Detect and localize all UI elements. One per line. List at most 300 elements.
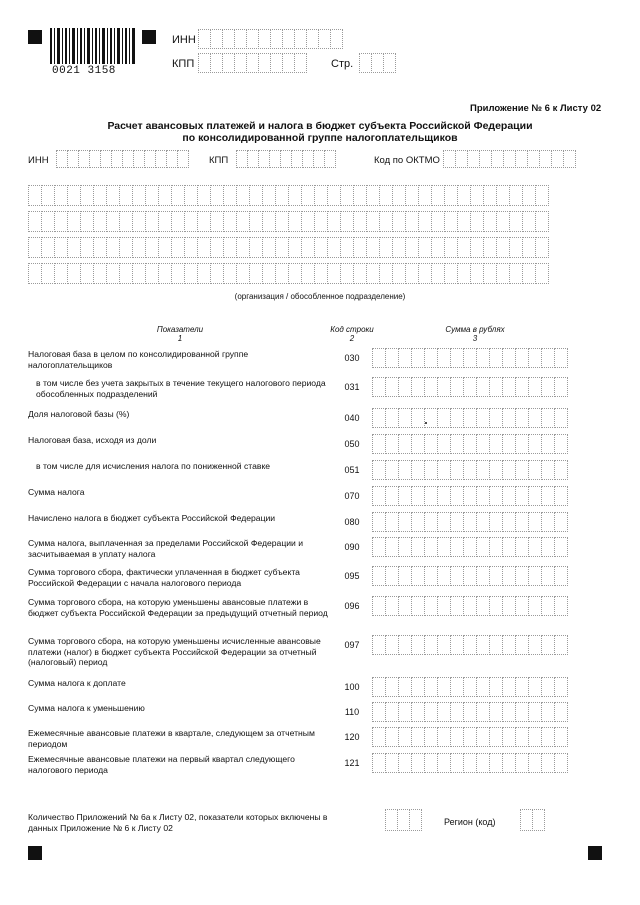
- input-cell[interactable]: [197, 263, 211, 284]
- row-value-field-095[interactable]: [372, 566, 568, 586]
- input-cell[interactable]: [424, 677, 438, 697]
- input-cell[interactable]: [314, 211, 328, 232]
- input-cell[interactable]: [502, 377, 516, 397]
- input-cell[interactable]: [424, 566, 438, 586]
- input-cell[interactable]: [554, 753, 568, 773]
- input-cell[interactable]: [450, 512, 464, 532]
- input-cell[interactable]: [496, 263, 510, 284]
- input-cell[interactable]: [372, 460, 386, 480]
- input-cell[interactable]: [554, 434, 568, 454]
- input-cell[interactable]: [106, 237, 120, 258]
- input-cell[interactable]: [496, 237, 510, 258]
- input-cell[interactable]: [366, 237, 380, 258]
- input-cell[interactable]: [541, 677, 555, 697]
- row-value-field-097[interactable]: [372, 635, 568, 655]
- input-cell[interactable]: [275, 185, 289, 206]
- input-cell[interactable]: [106, 211, 120, 232]
- input-cell[interactable]: [431, 185, 445, 206]
- input-cell[interactable]: [424, 753, 438, 773]
- input-cell[interactable]: [437, 408, 451, 428]
- input-cell[interactable]: [210, 263, 224, 284]
- input-cell[interactable]: [476, 537, 490, 557]
- input-cell[interactable]: [275, 263, 289, 284]
- input-cell[interactable]: [197, 237, 211, 258]
- row-value-field-120[interactable]: [372, 727, 568, 747]
- input-cell[interactable]: [502, 512, 516, 532]
- input-cell[interactable]: [509, 185, 523, 206]
- input-cell[interactable]: [372, 566, 386, 586]
- row-value-field-090[interactable]: [372, 537, 568, 557]
- input-cell[interactable]: [431, 237, 445, 258]
- input-cell[interactable]: [424, 460, 438, 480]
- input-cell[interactable]: [437, 348, 451, 368]
- input-cell[interactable]: [437, 596, 451, 616]
- input-cell[interactable]: [405, 237, 419, 258]
- input-cell[interactable]: [301, 263, 315, 284]
- input-cell[interactable]: [502, 635, 516, 655]
- input-cell[interactable]: [476, 566, 490, 586]
- input-cell[interactable]: [392, 185, 406, 206]
- input-cell[interactable]: [184, 185, 198, 206]
- input-cell[interactable]: [450, 408, 464, 428]
- input-cell[interactable]: [28, 263, 42, 284]
- input-cell[interactable]: [340, 263, 354, 284]
- input-cell[interactable]: [437, 434, 451, 454]
- input-cell[interactable]: [496, 185, 510, 206]
- input-cell[interactable]: [132, 211, 146, 232]
- input-cell[interactable]: [405, 211, 419, 232]
- input-cell[interactable]: [554, 408, 568, 428]
- input-cell[interactable]: [171, 237, 185, 258]
- input-cell[interactable]: [489, 727, 503, 747]
- input-cell[interactable]: [431, 211, 445, 232]
- input-cell[interactable]: [528, 566, 542, 586]
- input-cell[interactable]: [528, 596, 542, 616]
- input-cell[interactable]: [522, 185, 536, 206]
- input-cell[interactable]: [54, 185, 68, 206]
- input-cell[interactable]: [67, 211, 81, 232]
- input-cell[interactable]: [554, 512, 568, 532]
- org-name-row-2[interactable]: [28, 211, 549, 232]
- input-cell[interactable]: [411, 727, 425, 747]
- input-cell[interactable]: [372, 377, 386, 397]
- input-cell[interactable]: [437, 460, 451, 480]
- input-cell[interactable]: [132, 185, 146, 206]
- input-cell[interactable]: [476, 377, 490, 397]
- input-cell[interactable]: [372, 702, 386, 722]
- row-value-field-080[interactable]: [372, 512, 568, 532]
- input-cell[interactable]: [463, 408, 477, 428]
- input-cell[interactable]: [385, 753, 399, 773]
- input-cell[interactable]: [411, 460, 425, 480]
- input-cell[interactable]: [437, 635, 451, 655]
- input-cell[interactable]: [450, 702, 464, 722]
- input-cell[interactable]: [476, 727, 490, 747]
- input-cell[interactable]: [411, 512, 425, 532]
- input-cell[interactable]: [301, 237, 315, 258]
- input-cell[interactable]: [41, 211, 55, 232]
- input-cell[interactable]: [470, 237, 484, 258]
- input-cell[interactable]: [541, 727, 555, 747]
- input-cell[interactable]: [411, 702, 425, 722]
- input-cell[interactable]: [509, 263, 523, 284]
- input-cell[interactable]: [411, 753, 425, 773]
- input-cell[interactable]: [509, 211, 523, 232]
- row-value-field-040[interactable]: [372, 408, 568, 428]
- input-cell[interactable]: [463, 596, 477, 616]
- input-cell[interactable]: [41, 237, 55, 258]
- input-cell[interactable]: [210, 211, 224, 232]
- input-cell[interactable]: [528, 486, 542, 506]
- row-value-field-051[interactable]: [372, 460, 568, 480]
- input-cell[interactable]: [171, 185, 185, 206]
- input-cell[interactable]: [541, 702, 555, 722]
- input-cell[interactable]: [470, 211, 484, 232]
- input-cell[interactable]: [463, 635, 477, 655]
- input-cell[interactable]: [424, 596, 438, 616]
- input-cell[interactable]: [528, 727, 542, 747]
- input-cell[interactable]: [502, 408, 516, 428]
- input-cell[interactable]: [489, 512, 503, 532]
- input-cell[interactable]: [372, 486, 386, 506]
- input-cell[interactable]: [314, 185, 328, 206]
- input-cell[interactable]: [489, 566, 503, 586]
- input-cell[interactable]: [483, 263, 497, 284]
- input-cell[interactable]: [489, 702, 503, 722]
- input-cell[interactable]: [41, 263, 55, 284]
- input-cell[interactable]: [450, 677, 464, 697]
- input-cell[interactable]: [385, 348, 399, 368]
- input-cell[interactable]: [489, 677, 503, 697]
- input-cell[interactable]: [541, 537, 555, 557]
- input-cell[interactable]: [450, 635, 464, 655]
- input-cell[interactable]: [476, 753, 490, 773]
- input-cell[interactable]: [314, 237, 328, 258]
- input-cell[interactable]: [424, 727, 438, 747]
- input-cell[interactable]: [93, 211, 107, 232]
- input-cell[interactable]: [353, 185, 367, 206]
- input-cell[interactable]: [489, 408, 503, 428]
- input-cell[interactable]: [398, 512, 412, 532]
- input-cell[interactable]: [554, 635, 568, 655]
- input-cell[interactable]: [541, 348, 555, 368]
- header-inn-field[interactable]: [198, 29, 343, 49]
- input-cell[interactable]: [54, 237, 68, 258]
- input-cell[interactable]: [145, 263, 159, 284]
- input-cell[interactable]: [476, 348, 490, 368]
- input-cell[interactable]: [210, 185, 224, 206]
- input-cell[interactable]: [437, 566, 451, 586]
- input-cell[interactable]: [502, 434, 516, 454]
- input-cell[interactable]: [522, 211, 536, 232]
- input-cell[interactable]: [483, 237, 497, 258]
- input-cell[interactable]: [210, 237, 224, 258]
- row-value-field-030[interactable]: [372, 348, 568, 368]
- input-cell[interactable]: [528, 635, 542, 655]
- input-cell[interactable]: [288, 263, 302, 284]
- input-cell[interactable]: [489, 460, 503, 480]
- input-cell[interactable]: [372, 727, 386, 747]
- input-cell[interactable]: [437, 702, 451, 722]
- input-cell[interactable]: [554, 486, 568, 506]
- input-cell[interactable]: [535, 237, 549, 258]
- input-cell[interactable]: [353, 237, 367, 258]
- input-cell[interactable]: [119, 211, 133, 232]
- input-cell[interactable]: [541, 408, 555, 428]
- row-value-field-031[interactable]: [372, 377, 568, 397]
- input-cell[interactable]: [324, 150, 336, 168]
- input-cell[interactable]: [385, 596, 399, 616]
- input-cell[interactable]: [515, 377, 529, 397]
- input-cell[interactable]: [515, 566, 529, 586]
- input-cell[interactable]: [314, 263, 328, 284]
- input-cell[interactable]: [437, 753, 451, 773]
- input-cell[interactable]: [515, 348, 529, 368]
- input-cell[interactable]: [223, 237, 237, 258]
- input-cell[interactable]: [301, 185, 315, 206]
- input-cell[interactable]: [554, 377, 568, 397]
- input-cell[interactable]: [288, 237, 302, 258]
- input-cell[interactable]: [398, 486, 412, 506]
- input-cell[interactable]: [424, 512, 438, 532]
- input-cell[interactable]: [522, 263, 536, 284]
- input-cell[interactable]: [515, 486, 529, 506]
- input-cell[interactable]: [541, 460, 555, 480]
- input-cell[interactable]: [431, 263, 445, 284]
- input-cell[interactable]: [463, 486, 477, 506]
- input-cell[interactable]: [528, 537, 542, 557]
- input-cell[interactable]: [372, 677, 386, 697]
- input-cell[interactable]: [457, 263, 471, 284]
- input-cell[interactable]: [450, 434, 464, 454]
- input-cell[interactable]: [119, 263, 133, 284]
- input-cell[interactable]: [483, 211, 497, 232]
- input-cell[interactable]: [515, 727, 529, 747]
- input-cell[interactable]: [236, 211, 250, 232]
- input-cell[interactable]: [541, 635, 555, 655]
- input-cell[interactable]: [450, 460, 464, 480]
- input-cell[interactable]: [450, 596, 464, 616]
- input-cell[interactable]: [528, 677, 542, 697]
- input-cell[interactable]: [437, 486, 451, 506]
- input-cell[interactable]: [463, 677, 477, 697]
- input-cell[interactable]: [470, 263, 484, 284]
- input-cell[interactable]: [372, 635, 386, 655]
- input-cell[interactable]: [424, 348, 438, 368]
- input-cell[interactable]: [554, 348, 568, 368]
- input-cell[interactable]: [145, 185, 159, 206]
- input-cell[interactable]: [330, 29, 343, 49]
- input-cell[interactable]: [372, 596, 386, 616]
- input-cell[interactable]: [489, 348, 503, 368]
- input-cell[interactable]: [541, 377, 555, 397]
- input-cell[interactable]: [379, 211, 393, 232]
- input-cell[interactable]: [398, 408, 412, 428]
- input-cell[interactable]: [236, 263, 250, 284]
- input-cell[interactable]: [171, 263, 185, 284]
- input-cell[interactable]: [158, 263, 172, 284]
- input-cell[interactable]: [418, 237, 432, 258]
- input-cell[interactable]: [424, 635, 438, 655]
- input-cell[interactable]: [502, 702, 516, 722]
- input-cell[interactable]: [67, 263, 81, 284]
- input-cell[interactable]: [528, 348, 542, 368]
- input-cell[interactable]: [275, 237, 289, 258]
- input-cell[interactable]: [392, 263, 406, 284]
- input-cell[interactable]: [450, 377, 464, 397]
- input-cell[interactable]: [80, 237, 94, 258]
- input-cell[interactable]: [353, 211, 367, 232]
- input-cell[interactable]: [249, 185, 263, 206]
- org-name-row-4[interactable]: [28, 263, 549, 284]
- input-cell[interactable]: [223, 263, 237, 284]
- input-cell[interactable]: [411, 377, 425, 397]
- input-cell[interactable]: [398, 537, 412, 557]
- input-cell[interactable]: [119, 185, 133, 206]
- input-cell[interactable]: [450, 537, 464, 557]
- input-cell[interactable]: [372, 512, 386, 532]
- input-cell[interactable]: [450, 486, 464, 506]
- org-oktmo-field[interactable]: [443, 150, 576, 168]
- input-cell[interactable]: [80, 185, 94, 206]
- input-cell[interactable]: [385, 486, 399, 506]
- input-cell[interactable]: [398, 460, 412, 480]
- input-cell[interactable]: [223, 185, 237, 206]
- input-cell[interactable]: [353, 263, 367, 284]
- footer-region-field[interactable]: [520, 809, 545, 831]
- input-cell[interactable]: [489, 596, 503, 616]
- input-cell[interactable]: [522, 237, 536, 258]
- input-cell[interactable]: [366, 185, 380, 206]
- input-cell[interactable]: [463, 537, 477, 557]
- input-cell[interactable]: [132, 237, 146, 258]
- input-cell[interactable]: [184, 237, 198, 258]
- input-cell[interactable]: [541, 512, 555, 532]
- input-cell[interactable]: [411, 486, 425, 506]
- input-cell[interactable]: [424, 486, 438, 506]
- input-cell[interactable]: [515, 677, 529, 697]
- input-cell[interactable]: [28, 237, 42, 258]
- input-cell[interactable]: [197, 185, 211, 206]
- input-cell[interactable]: [424, 377, 438, 397]
- footer-count-field[interactable]: [385, 809, 422, 831]
- input-cell[interactable]: [515, 635, 529, 655]
- input-cell[interactable]: [398, 702, 412, 722]
- org-name-row-1[interactable]: [28, 185, 549, 206]
- input-cell[interactable]: [515, 408, 529, 428]
- input-cell[interactable]: [502, 677, 516, 697]
- input-cell[interactable]: [223, 211, 237, 232]
- input-cell[interactable]: [236, 185, 250, 206]
- input-cell[interactable]: [502, 753, 516, 773]
- input-cell[interactable]: [489, 377, 503, 397]
- input-cell[interactable]: [535, 185, 549, 206]
- input-cell[interactable]: [398, 727, 412, 747]
- row-value-field-110[interactable]: [372, 702, 568, 722]
- input-cell[interactable]: [379, 185, 393, 206]
- input-cell[interactable]: [515, 702, 529, 722]
- input-cell[interactable]: [411, 348, 425, 368]
- input-cell[interactable]: [502, 727, 516, 747]
- input-cell[interactable]: [528, 434, 542, 454]
- input-cell[interactable]: [405, 185, 419, 206]
- input-cell[interactable]: [476, 677, 490, 697]
- input-cell[interactable]: [463, 434, 477, 454]
- input-cell[interactable]: [41, 185, 55, 206]
- input-cell[interactable]: [463, 753, 477, 773]
- input-cell[interactable]: [554, 677, 568, 697]
- input-cell[interactable]: [327, 185, 341, 206]
- input-cell[interactable]: [502, 537, 516, 557]
- input-cell[interactable]: [385, 677, 399, 697]
- input-cell[interactable]: [249, 237, 263, 258]
- input-cell[interactable]: [541, 434, 555, 454]
- row-value-field-100[interactable]: [372, 677, 568, 697]
- input-cell[interactable]: [236, 237, 250, 258]
- input-cell[interactable]: [184, 211, 198, 232]
- header-kpp-field[interactable]: [198, 53, 307, 73]
- input-cell[interactable]: [437, 377, 451, 397]
- input-cell[interactable]: [437, 512, 451, 532]
- input-cell[interactable]: [554, 566, 568, 586]
- input-cell[interactable]: [119, 237, 133, 258]
- input-cell[interactable]: [385, 566, 399, 586]
- input-cell[interactable]: [405, 263, 419, 284]
- input-cell[interactable]: [457, 185, 471, 206]
- input-cell[interactable]: [262, 263, 276, 284]
- input-cell[interactable]: [398, 566, 412, 586]
- input-cell[interactable]: [158, 211, 172, 232]
- input-cell[interactable]: [372, 753, 386, 773]
- input-cell[interactable]: [528, 753, 542, 773]
- input-cell[interactable]: [366, 211, 380, 232]
- input-cell[interactable]: [67, 185, 81, 206]
- input-cell[interactable]: [275, 211, 289, 232]
- input-cell[interactable]: [262, 237, 276, 258]
- input-cell[interactable]: [450, 727, 464, 747]
- input-cell[interactable]: [398, 377, 412, 397]
- input-cell[interactable]: [418, 263, 432, 284]
- input-cell[interactable]: [80, 263, 94, 284]
- input-cell[interactable]: [489, 486, 503, 506]
- row-value-field-050[interactable]: [372, 434, 568, 454]
- input-cell[interactable]: [249, 263, 263, 284]
- input-cell[interactable]: [457, 237, 471, 258]
- header-page-field[interactable]: [359, 53, 396, 73]
- input-cell[interactable]: [496, 211, 510, 232]
- input-cell[interactable]: [476, 434, 490, 454]
- input-cell[interactable]: [28, 211, 42, 232]
- input-cell[interactable]: [398, 348, 412, 368]
- input-cell[interactable]: [463, 512, 477, 532]
- input-cell[interactable]: [145, 237, 159, 258]
- input-cell[interactable]: [541, 753, 555, 773]
- input-cell[interactable]: [158, 237, 172, 258]
- input-cell[interactable]: [528, 512, 542, 532]
- input-cell[interactable]: [197, 211, 211, 232]
- input-cell[interactable]: [383, 53, 396, 73]
- input-cell[interactable]: [93, 237, 107, 258]
- input-cell[interactable]: [502, 566, 516, 586]
- input-cell[interactable]: [502, 596, 516, 616]
- input-cell[interactable]: [476, 486, 490, 506]
- input-cell[interactable]: [411, 677, 425, 697]
- input-cell[interactable]: [463, 702, 477, 722]
- input-cell[interactable]: [372, 537, 386, 557]
- input-cell[interactable]: [444, 237, 458, 258]
- input-cell[interactable]: [398, 434, 412, 454]
- input-cell[interactable]: [502, 348, 516, 368]
